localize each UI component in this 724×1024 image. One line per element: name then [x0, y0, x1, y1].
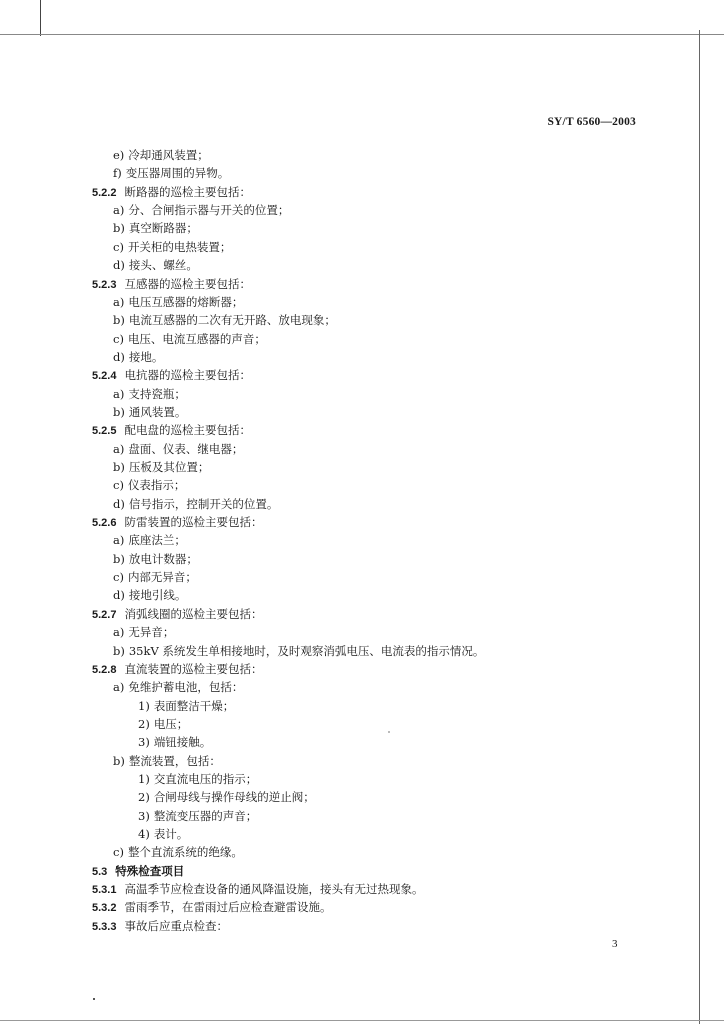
list-item-label: c): [113, 239, 124, 254]
line-text: 防雷装置的巡检主要包括：: [124, 515, 263, 529]
scan-border-bottom: [0, 1020, 724, 1021]
list-item-label: 3): [138, 735, 150, 750]
list-item: [138, 717, 188, 731]
list-item-label: a): [113, 625, 125, 640]
scan-border-right: [699, 30, 700, 1024]
line-text: 特殊检查项目: [115, 863, 185, 878]
section-number: 5.2.4: [92, 370, 117, 383]
section-heading: [92, 882, 423, 897]
list-item: [113, 460, 209, 474]
list-item: [113, 478, 185, 492]
list-item: [113, 625, 174, 639]
line-text: 35kV 系统发生单相接地时，及时观察消弧电压、电流表的指示情况。: [128, 643, 485, 658]
list-item: [113, 350, 163, 364]
line-text: 配电盘的巡检主要包括：: [124, 423, 251, 438]
list-item: [113, 295, 243, 309]
list-item-label: c): [113, 570, 124, 584]
list-item: [113, 203, 289, 217]
line-text: 直流装置的巡检主要包括：: [124, 661, 263, 676]
line-text: 交直流电压的指示；: [153, 771, 258, 786]
list-item: [113, 166, 229, 180]
list-item: [113, 497, 278, 511]
list-item: [113, 148, 209, 162]
list-item-label: d): [113, 349, 125, 364]
line-text: 分、合闸指示器与开关的位置；: [128, 203, 290, 218]
line-text: 电流互感器的二次有无开路、放电现象；: [128, 313, 336, 328]
list-item: [113, 313, 336, 327]
list-item-label: c): [113, 478, 124, 493]
list-item: [138, 772, 257, 786]
line-text: 端钮接触。: [153, 735, 212, 750]
list-item-label: e): [113, 148, 125, 162]
section-number: 5.3: [92, 865, 108, 878]
list-item-label: b): [113, 460, 125, 474]
list-item: [113, 644, 484, 658]
line-text: 底座法兰；: [128, 533, 186, 548]
list-item: [138, 827, 188, 841]
line-text: 免维护蓄电池，包括：: [128, 680, 244, 695]
list-item: [113, 442, 243, 456]
list-item-label: c): [113, 331, 124, 346]
list-item-label: 3): [138, 808, 150, 823]
list-item-label: 1): [138, 771, 150, 786]
line-text: 冷却通风装置；: [128, 148, 209, 162]
list-item-label: b): [113, 551, 125, 566]
scan-speck: [388, 731, 390, 733]
line-text: 整个直流系统的绝缘。: [127, 845, 243, 860]
section-number: 5.2.5: [92, 425, 117, 438]
list-item-label: b): [113, 313, 125, 328]
line-text: 接头、螺丝。: [128, 258, 198, 273]
line-text: 信号指示，控制开关的位置。: [128, 496, 279, 511]
line-text: 盘面、仪表、继电器；: [128, 441, 244, 456]
list-item-label: a): [113, 294, 125, 309]
line-text: 电抗器的巡检主要包括：: [124, 368, 251, 383]
list-item-label: a): [113, 533, 125, 548]
list-item: [113, 221, 198, 235]
list-item-label: b): [113, 221, 125, 236]
line-text: 电压、电流互感器的声音；: [127, 331, 266, 346]
list-item-label: 2): [138, 716, 150, 731]
list-item: [138, 809, 257, 823]
list-item: [138, 699, 234, 713]
line-text: 雷雨季节，在雷雨过后应检查避雷设施。: [124, 900, 332, 915]
section-heading: [92, 919, 228, 934]
list-item: [113, 570, 197, 584]
section-heading: [92, 900, 331, 915]
line-text: 通风装置。: [128, 404, 187, 419]
list-item-label: a): [113, 203, 125, 218]
line-text: 电压互感器的熔断器；: [128, 294, 244, 309]
line-text: 断路器的巡检主要包括：: [124, 184, 251, 199]
line-text: 支持瓷瓶；: [128, 386, 186, 401]
list-item-label: a): [113, 386, 125, 401]
list-item: [113, 552, 198, 566]
line-text: 接地引线。: [128, 588, 187, 603]
section-heading: [92, 185, 251, 200]
line-text: 放电计数器；: [128, 551, 198, 566]
list-item-label: a): [113, 441, 125, 456]
section-number: 5.2.8: [92, 663, 117, 676]
section-heading: [92, 368, 251, 383]
section-number: 5.3.3: [92, 920, 117, 933]
section-number: 5.2.3: [92, 278, 117, 291]
list-item-label: d): [113, 258, 125, 273]
line-text: 整流变压器的声音；: [153, 808, 258, 823]
page-number: 3: [612, 938, 618, 950]
list-item: [113, 387, 186, 401]
list-item-label: 1): [138, 698, 150, 713]
section-number: 5.3.2: [92, 902, 117, 915]
line-text: 仪表指示；: [127, 478, 186, 493]
list-item-label: b): [113, 643, 125, 658]
section-heading: [92, 607, 262, 622]
line-text: 合闸母线与操作母线的逆止阀；: [153, 790, 315, 805]
scan-border-left: [40, 0, 41, 36]
line-text: 接地。: [128, 349, 164, 364]
section-number: 5.3.1: [92, 884, 117, 896]
list-item: [113, 258, 198, 272]
section-heading: [92, 277, 251, 292]
line-text: 整流装置，包括：: [128, 753, 221, 768]
line-text: 开关柜的电热装置；: [127, 239, 232, 254]
list-item-label: 2): [138, 790, 150, 805]
line-text: 表面整洁干燥；: [153, 698, 235, 713]
line-text: 事故后应重点检查：: [124, 918, 228, 933]
list-item-label: a): [113, 680, 125, 695]
scan-border-top: [0, 34, 724, 35]
line-text: 高温季节应检查设备的通风降温设施，接头有无过热现象。: [124, 882, 424, 896]
list-item-label: b): [113, 753, 125, 768]
line-text: 压板及其位置；: [128, 460, 210, 474]
line-text: 内部无异音；: [127, 570, 197, 584]
scan-speck: [93, 998, 95, 1000]
line-text: 互感器的巡检主要包括：: [124, 276, 251, 291]
standard-code: SY/T 6560—2003: [547, 116, 636, 128]
list-item: [113, 588, 186, 602]
line-text: 电压；: [153, 716, 189, 731]
section-number: 5.2.2: [92, 186, 117, 199]
line-text: 消弧线圈的巡检主要包括：: [124, 606, 263, 621]
list-item: [113, 240, 231, 254]
line-text: 无异音；: [128, 625, 175, 640]
list-item: [113, 332, 266, 346]
line-text: 真空断路器；: [128, 221, 198, 236]
list-item-label: d): [113, 588, 125, 603]
list-item: [138, 735, 211, 749]
list-item: [138, 790, 315, 804]
section-heading: [92, 662, 262, 677]
list-item-label: d): [113, 496, 125, 511]
list-item: [113, 405, 186, 419]
line-text: 变压器周围的异物。: [125, 166, 230, 181]
list-item: [113, 680, 243, 694]
line-text: 表计。: [153, 827, 189, 841]
list-item: [113, 533, 186, 547]
list-item-label: c): [113, 845, 124, 860]
section-heading: [92, 423, 251, 438]
list-item-label: b): [113, 404, 125, 419]
list-item: [113, 754, 221, 768]
section-number: 5.2.6: [92, 517, 117, 529]
section-number: 5.2.7: [92, 608, 117, 621]
list-item-label: f): [113, 166, 122, 181]
list-item-label: 4): [138, 827, 150, 841]
list-item: [113, 845, 243, 859]
section-heading: [92, 864, 184, 879]
section-heading: [92, 515, 262, 530]
